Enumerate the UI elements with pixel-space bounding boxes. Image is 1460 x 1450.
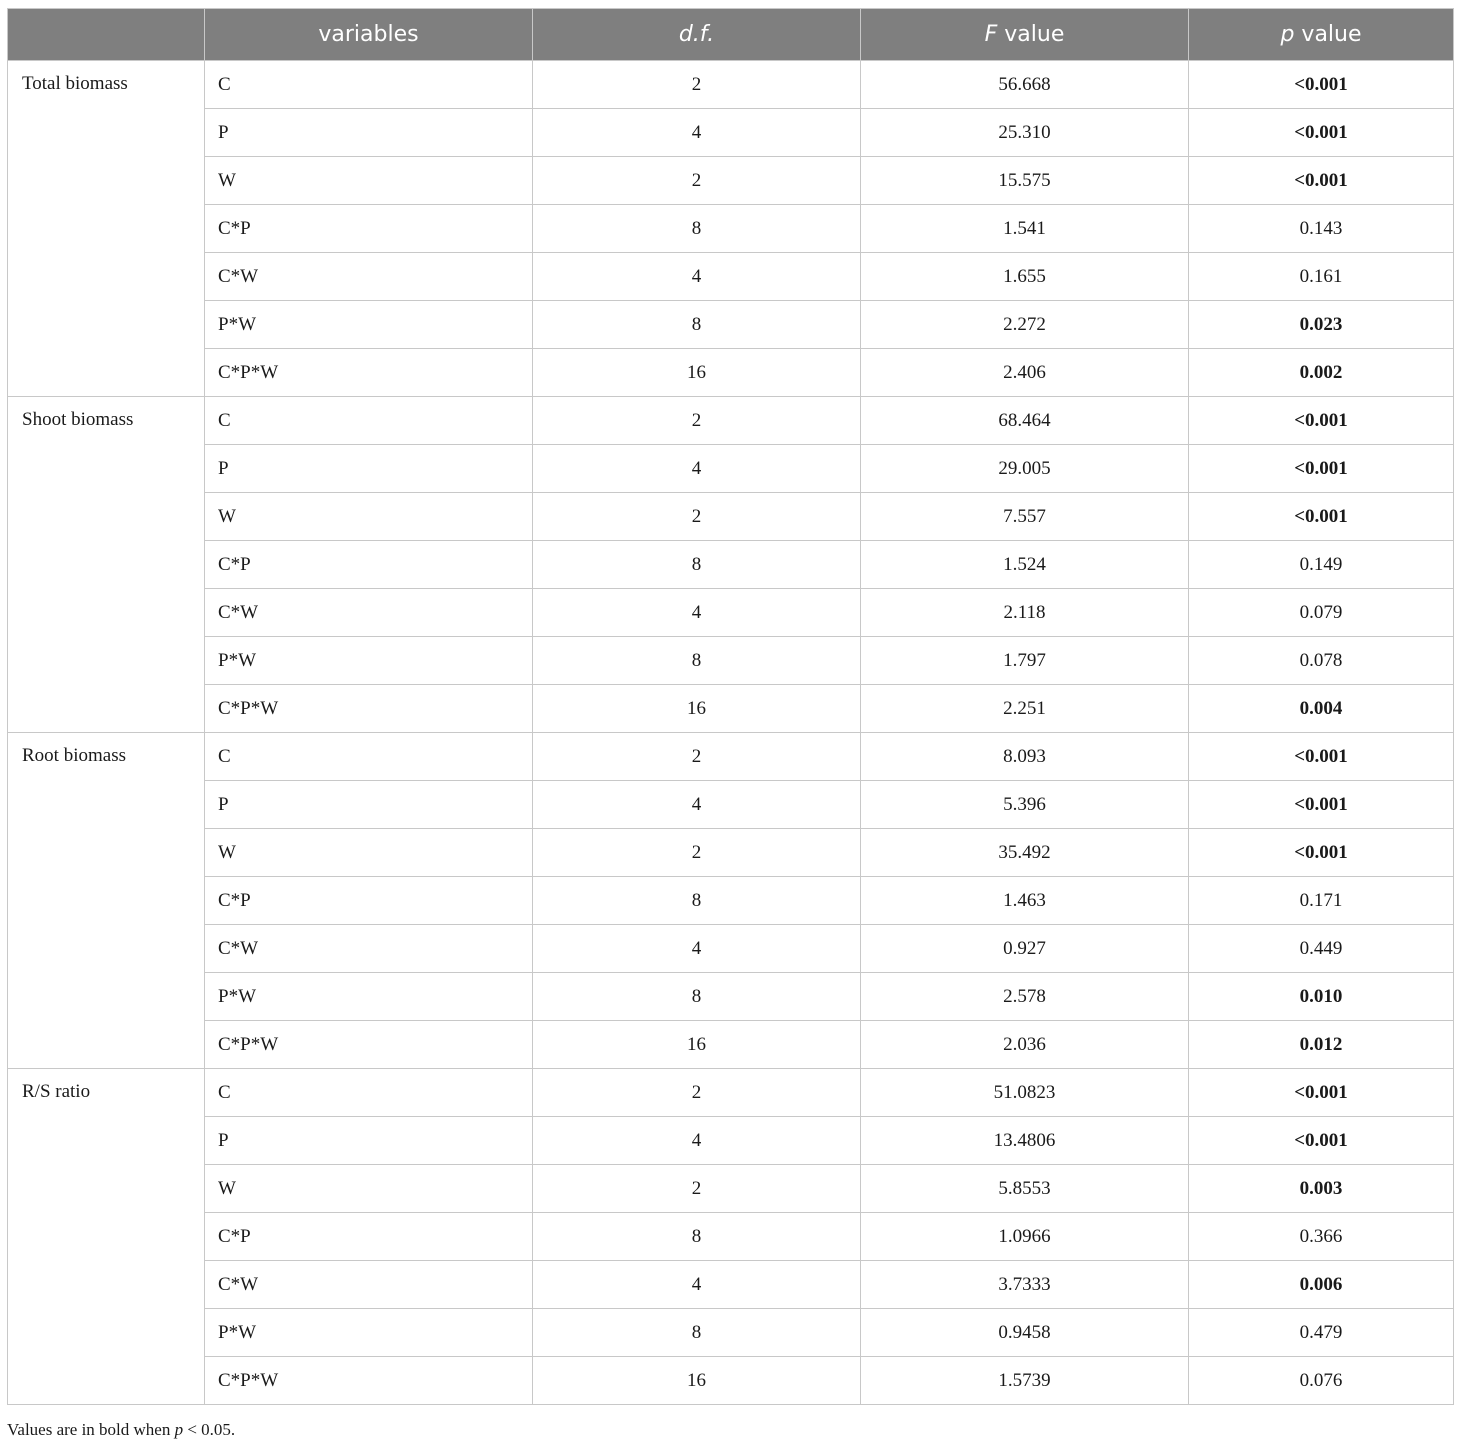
- variable-cell: P: [205, 109, 533, 157]
- variable-cell: W: [205, 829, 533, 877]
- table-row: [8, 925, 1454, 973]
- anova-table: [7, 8, 1454, 1405]
- table-row: [8, 781, 1454, 829]
- table-row: [8, 829, 1454, 877]
- f-value-cell: 3.7333: [861, 1261, 1189, 1309]
- df-cell: 8: [533, 877, 861, 925]
- table-row: [8, 493, 1454, 541]
- f-value-cell: 5.396: [861, 781, 1189, 829]
- df-cell: 4: [533, 781, 861, 829]
- header-df: [533, 9, 861, 61]
- table-row: [8, 685, 1454, 733]
- variable-cell: W: [205, 493, 533, 541]
- df-cell: 2: [533, 1069, 861, 1117]
- f-value-cell: 68.464: [861, 397, 1189, 445]
- df-cell: 2: [533, 1165, 861, 1213]
- f-value-cell: 1.524: [861, 541, 1189, 589]
- f-value-cell: 2.118: [861, 589, 1189, 637]
- variable-cell: W: [205, 157, 533, 205]
- variable-cell: P: [205, 445, 533, 493]
- header-p-italic: p: [1280, 22, 1295, 47]
- table-row: [8, 1117, 1454, 1165]
- f-value-cell: 0.9458: [861, 1309, 1189, 1357]
- f-value-cell: 56.668: [861, 61, 1189, 109]
- p-value-cell: 0.003: [1189, 1165, 1454, 1213]
- variable-cell: C*P: [205, 1213, 533, 1261]
- table-row: [8, 1309, 1454, 1357]
- p-value-cell: 0.023: [1189, 301, 1454, 349]
- f-value-cell: 2.272: [861, 301, 1189, 349]
- header-p-value: [1189, 9, 1454, 61]
- table-row: [8, 877, 1454, 925]
- table-row: [8, 541, 1454, 589]
- table-row: [8, 109, 1454, 157]
- p-value-cell: 0.002: [1189, 349, 1454, 397]
- variable-cell: C*P*W: [205, 349, 533, 397]
- table-row: [8, 205, 1454, 253]
- p-value-cell: 0.004: [1189, 685, 1454, 733]
- table-body: [8, 61, 1454, 1405]
- df-cell: 4: [533, 925, 861, 973]
- p-value-cell: <0.001: [1189, 733, 1454, 781]
- df-cell: 2: [533, 733, 861, 781]
- p-value-cell: <0.001: [1189, 397, 1454, 445]
- p-value-cell: 0.171: [1189, 877, 1454, 925]
- p-value-cell: 0.076: [1189, 1357, 1454, 1405]
- variable-cell: C*P: [205, 205, 533, 253]
- df-cell: 16: [533, 1357, 861, 1405]
- variable-cell: P: [205, 781, 533, 829]
- header-blank: [8, 9, 205, 61]
- anova-table-container: [7, 8, 1453, 1405]
- df-cell: 8: [533, 541, 861, 589]
- p-value-cell: 0.149: [1189, 541, 1454, 589]
- variable-cell: C: [205, 1069, 533, 1117]
- variable-cell: C*P: [205, 877, 533, 925]
- df-cell: 4: [533, 445, 861, 493]
- df-cell: 8: [533, 205, 861, 253]
- table-row: [8, 157, 1454, 205]
- table-row: [8, 589, 1454, 637]
- f-value-cell: 1.463: [861, 877, 1189, 925]
- p-value-cell: 0.366: [1189, 1213, 1454, 1261]
- df-cell: 2: [533, 61, 861, 109]
- variable-cell: C: [205, 397, 533, 445]
- table-row: [8, 1261, 1454, 1309]
- header-variables: variables: [205, 9, 533, 61]
- df-cell: 8: [533, 1309, 861, 1357]
- p-value-cell: <0.001: [1189, 781, 1454, 829]
- table-footnote: [7, 1420, 235, 1440]
- header-f-value: [861, 9, 1189, 61]
- df-cell: 4: [533, 253, 861, 301]
- p-value-cell: <0.001: [1189, 109, 1454, 157]
- variable-cell: P*W: [205, 301, 533, 349]
- table-row: [8, 733, 1454, 781]
- table-row: [8, 301, 1454, 349]
- f-value-cell: 1.655: [861, 253, 1189, 301]
- df-cell: 8: [533, 1213, 861, 1261]
- p-value-cell: 0.079: [1189, 589, 1454, 637]
- p-value-cell: <0.001: [1189, 445, 1454, 493]
- f-value-cell: 51.0823: [861, 1069, 1189, 1117]
- table-row: [8, 1069, 1454, 1117]
- p-value-cell: <0.001: [1189, 1117, 1454, 1165]
- f-value-cell: 7.557: [861, 493, 1189, 541]
- f-value-cell: 1.0966: [861, 1213, 1189, 1261]
- p-value-cell: 0.449: [1189, 925, 1454, 973]
- p-value-cell: 0.006: [1189, 1261, 1454, 1309]
- table-row: [8, 445, 1454, 493]
- variable-cell: P*W: [205, 637, 533, 685]
- group-label: Shoot biomass: [8, 397, 205, 733]
- table-row: [8, 1357, 1454, 1405]
- group-label: Root biomass: [8, 733, 205, 1069]
- p-value-cell: 0.012: [1189, 1021, 1454, 1069]
- variable-cell: C*P*W: [205, 1021, 533, 1069]
- f-value-cell: 1.5739: [861, 1357, 1189, 1405]
- p-value-cell: <0.001: [1189, 493, 1454, 541]
- variable-cell: C: [205, 733, 533, 781]
- df-cell: 8: [533, 973, 861, 1021]
- table-row: [8, 1213, 1454, 1261]
- p-value-cell: <0.001: [1189, 1069, 1454, 1117]
- table-row: [8, 61, 1454, 109]
- f-value-cell: 1.541: [861, 205, 1189, 253]
- df-cell: 4: [533, 1117, 861, 1165]
- header-f-rest: value: [997, 22, 1065, 47]
- p-value-cell: <0.001: [1189, 829, 1454, 877]
- footnote-before: Values are in bold when: [7, 1420, 175, 1439]
- f-value-cell: 2.578: [861, 973, 1189, 1021]
- f-value-cell: 5.8553: [861, 1165, 1189, 1213]
- f-value-cell: 13.4806: [861, 1117, 1189, 1165]
- f-value-cell: 15.575: [861, 157, 1189, 205]
- p-value-cell: 0.010: [1189, 973, 1454, 1021]
- f-value-cell: 29.005: [861, 445, 1189, 493]
- variable-cell: C*W: [205, 1261, 533, 1309]
- table-row: [8, 349, 1454, 397]
- table-header: [8, 9, 1454, 61]
- variable-cell: P: [205, 1117, 533, 1165]
- variable-cell: C*W: [205, 253, 533, 301]
- p-value-cell: 0.161: [1189, 253, 1454, 301]
- df-cell: 2: [533, 157, 861, 205]
- table-row: [8, 1021, 1454, 1069]
- variable-cell: C: [205, 61, 533, 109]
- p-value-cell: <0.001: [1189, 61, 1454, 109]
- df-cell: 16: [533, 1021, 861, 1069]
- f-value-cell: 1.797: [861, 637, 1189, 685]
- table-row: [8, 637, 1454, 685]
- f-value-cell: 2.036: [861, 1021, 1189, 1069]
- df-cell: 16: [533, 685, 861, 733]
- f-value-cell: 0.927: [861, 925, 1189, 973]
- variable-cell: P*W: [205, 1309, 533, 1357]
- f-value-cell: 25.310: [861, 109, 1189, 157]
- df-cell: 2: [533, 397, 861, 445]
- table-row: [8, 973, 1454, 1021]
- table-row: [8, 397, 1454, 445]
- footnote-italic: p: [174, 1420, 184, 1439]
- p-value-cell: 0.143: [1189, 205, 1454, 253]
- p-value-cell: 0.479: [1189, 1309, 1454, 1357]
- df-cell: 8: [533, 637, 861, 685]
- f-value-cell: 35.492: [861, 829, 1189, 877]
- f-value-cell: 2.406: [861, 349, 1189, 397]
- df-cell: 2: [533, 493, 861, 541]
- df-cell: 2: [533, 829, 861, 877]
- variable-cell: W: [205, 1165, 533, 1213]
- variable-cell: P*W: [205, 973, 533, 1021]
- table-row: [8, 253, 1454, 301]
- df-cell: 4: [533, 589, 861, 637]
- variable-cell: C*P: [205, 541, 533, 589]
- header-p-rest: value: [1294, 22, 1362, 47]
- header-df-italic: d.f.: [678, 22, 715, 47]
- variable-cell: C*W: [205, 589, 533, 637]
- table-row: [8, 1165, 1454, 1213]
- f-value-cell: 8.093: [861, 733, 1189, 781]
- footnote-after: < 0.05.: [183, 1420, 236, 1439]
- variable-cell: C*W: [205, 925, 533, 973]
- df-cell: 4: [533, 1261, 861, 1309]
- df-cell: 16: [533, 349, 861, 397]
- group-label: Total biomass: [8, 61, 205, 397]
- df-cell: 8: [533, 301, 861, 349]
- f-value-cell: 2.251: [861, 685, 1189, 733]
- header-f-italic: F: [984, 22, 998, 47]
- variable-cell: C*P*W: [205, 685, 533, 733]
- p-value-cell: <0.001: [1189, 157, 1454, 205]
- df-cell: 4: [533, 109, 861, 157]
- p-value-cell: 0.078: [1189, 637, 1454, 685]
- group-label: R/S ratio: [8, 1069, 205, 1405]
- variable-cell: C*P*W: [205, 1357, 533, 1405]
